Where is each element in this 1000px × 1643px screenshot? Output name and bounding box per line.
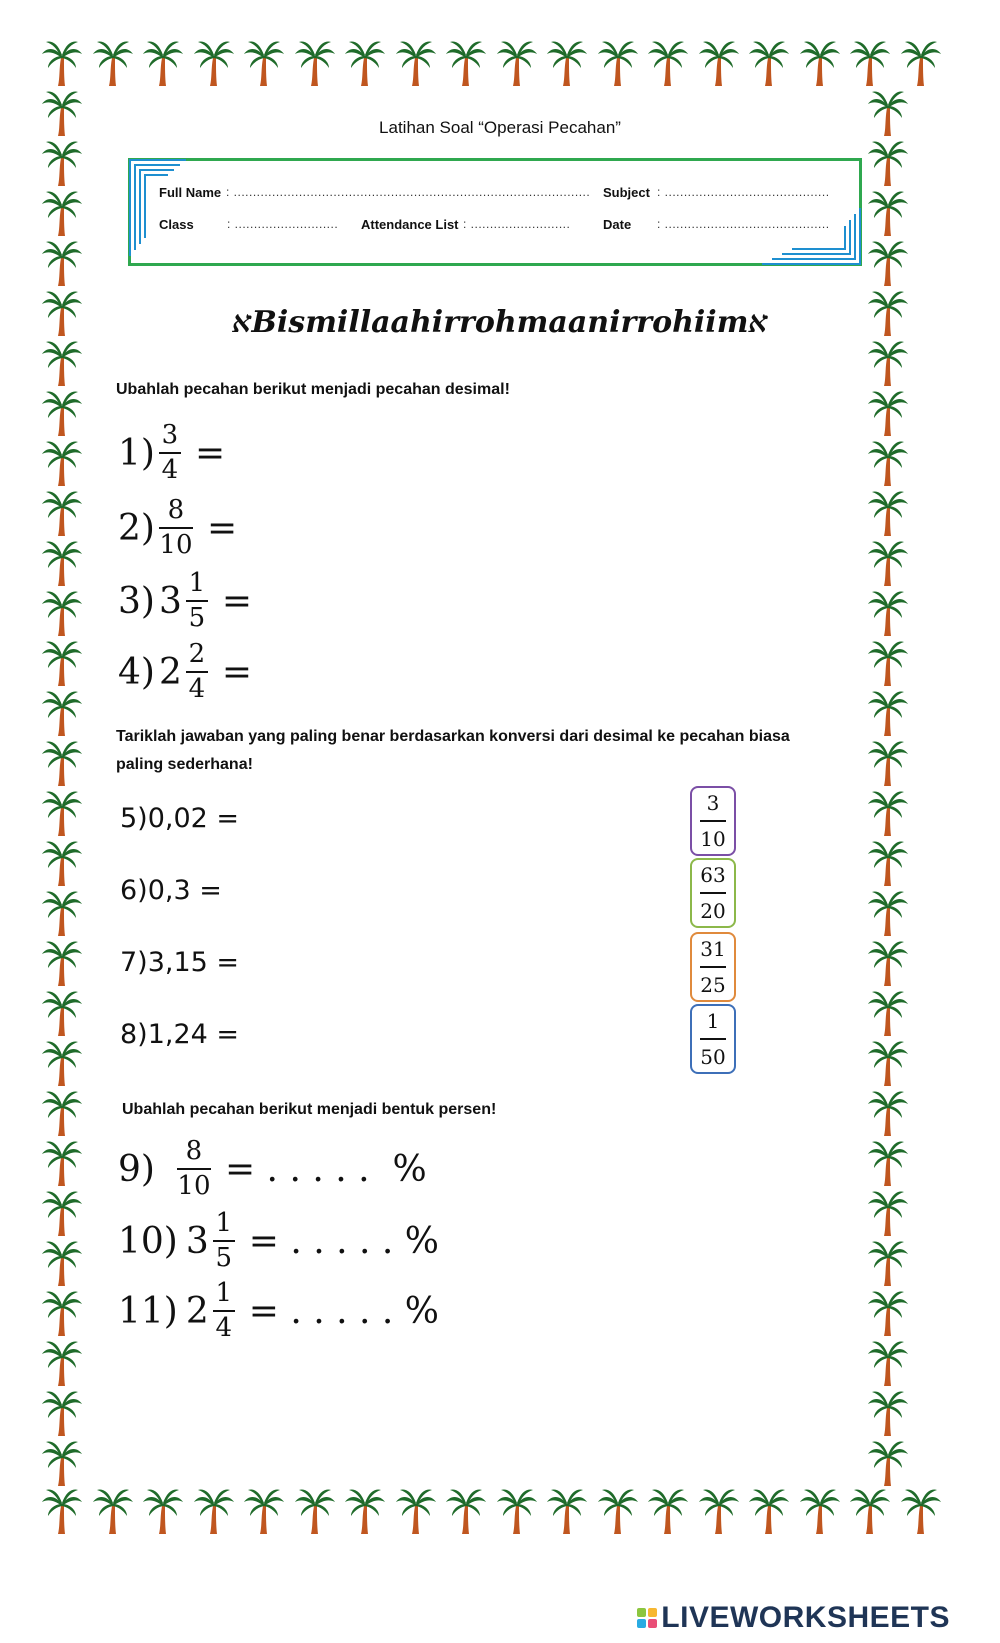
palm-tree-icon	[868, 940, 908, 988]
decimal-question	[118, 641, 442, 704]
question-number: 11)	[118, 1290, 178, 1332]
subject-label: Subject	[603, 185, 650, 200]
palm-tree-icon	[868, 890, 908, 938]
palm-tree-icon	[42, 340, 82, 388]
class-field[interactable]: : ...........................	[227, 217, 339, 231]
answer-input[interactable]	[262, 657, 442, 687]
numerator: 3	[161, 420, 179, 450]
palm-tree-icon	[42, 790, 82, 838]
numerator: 2	[188, 639, 206, 669]
palm-tree-icon	[194, 1488, 234, 1536]
whole-number: 2	[185, 1290, 209, 1332]
decimal-question	[118, 497, 427, 560]
palm-tree-icon	[244, 40, 284, 88]
palm-tree-icon	[42, 240, 82, 288]
answer-input[interactable]	[262, 586, 442, 616]
palm-tree-icon	[42, 540, 82, 588]
worksheet-title: Latihan Soal “Operasi Pecahan”	[379, 118, 621, 137]
palm-tree-icon	[42, 40, 82, 88]
palm-tree-icon	[42, 390, 82, 438]
palm-tree-icon	[598, 1488, 638, 1536]
answer-option-box[interactable]	[690, 932, 736, 1002]
fraction	[213, 1280, 235, 1343]
palm-tree-icon	[42, 1488, 82, 1536]
decimal-question	[118, 422, 415, 485]
palm-tree-icon	[868, 240, 908, 288]
palm-tree-icon	[868, 1440, 908, 1488]
palm-tree-icon	[42, 190, 82, 238]
palm-tree-icon	[93, 40, 133, 88]
palm-tree-icon	[42, 440, 82, 488]
denominator: 10	[177, 1171, 211, 1202]
matching-question[interactable]: 6)0,3 =	[120, 875, 222, 906]
percent-answer-blank[interactable]: = . . . . . %	[248, 1290, 440, 1332]
attendance-label: Attendance List	[361, 217, 459, 232]
palm-tree-icon	[868, 990, 908, 1038]
palm-tree-icon	[345, 40, 385, 88]
palm-tree-icon	[396, 1488, 436, 1536]
question-number: 4)	[118, 651, 155, 693]
answer-option-box[interactable]	[690, 1004, 736, 1074]
palm-tree-icon	[868, 1390, 908, 1438]
corner-decoration-icon	[128, 158, 188, 258]
denominator: 5	[188, 603, 206, 634]
fraction	[159, 497, 193, 560]
corner-decoration-icon	[762, 206, 862, 266]
class-label: Class	[159, 217, 194, 232]
matching-question[interactable]: 7)3,15 =	[120, 947, 240, 978]
palm-tree-icon	[143, 40, 183, 88]
palm-tree-icon	[42, 890, 82, 938]
palm-tree-icon	[868, 440, 908, 488]
answer-input[interactable]	[247, 513, 427, 543]
palm-tree-icon	[345, 1488, 385, 1536]
palm-tree-icon	[42, 1190, 82, 1238]
percent-answer-blank[interactable]: = . . . . . %	[248, 1220, 440, 1262]
palm-tree-icon	[497, 1488, 537, 1536]
palm-tree-icon	[446, 1488, 486, 1536]
palm-tree-icon	[699, 40, 739, 88]
palm-tree-icon	[42, 1240, 82, 1288]
palm-tree-icon	[598, 40, 638, 88]
palm-tree-icon	[868, 540, 908, 588]
palm-tree-icon	[42, 940, 82, 988]
palm-tree-icon	[194, 40, 234, 88]
denominator: 4	[188, 674, 206, 705]
palm-tree-icon	[42, 490, 82, 538]
palm-tree-icon	[295, 1488, 335, 1536]
denominator: 20	[700, 899, 726, 923]
palm-tree-icon	[42, 1040, 82, 1088]
section1-instruction: Ubahlah pecahan berikut menjadi pecahan desimal!	[116, 381, 510, 398]
matching-question[interactable]: 8)1,24 =	[120, 1019, 240, 1050]
palm-tree-icon	[868, 1190, 908, 1238]
palm-tree-icon	[800, 40, 840, 88]
palm-tree-icon	[868, 1290, 908, 1338]
matching-question[interactable]: 5)0,02 =	[120, 803, 240, 834]
palm-tree-icon	[42, 140, 82, 188]
denominator: 25	[700, 973, 726, 997]
numerator: 1	[215, 1208, 233, 1238]
numerator: 1	[706, 1009, 720, 1033]
palm-tree-icon	[295, 40, 335, 88]
denominator: 10	[159, 530, 193, 561]
palm-tree-icon	[699, 1488, 739, 1536]
equals-sign: =	[221, 580, 253, 622]
palm-tree-icon	[42, 840, 82, 888]
liveworksheets-logo[interactable]	[637, 1601, 950, 1635]
numerator: 8	[167, 495, 185, 525]
denominator: 4	[161, 455, 179, 486]
question-number: 1)	[118, 432, 155, 474]
question-number: 2)	[118, 507, 155, 549]
question-number: 10)	[118, 1220, 178, 1262]
percent-question	[118, 1280, 439, 1343]
denominator: 10	[700, 827, 726, 851]
palm-tree-icon	[868, 1140, 908, 1188]
bismillah-heading: ﬡBismillaahirrohmaanirrohiimﬡ	[232, 305, 768, 340]
palm-tree-icon	[648, 1488, 688, 1536]
section2-instruction	[116, 723, 836, 779]
denominator: 4	[215, 1313, 233, 1344]
palm-tree-icon	[868, 190, 908, 238]
fraction	[213, 1210, 235, 1273]
palm-tree-icon	[42, 640, 82, 688]
palm-tree-icon	[547, 40, 587, 88]
palm-tree-icon	[42, 1090, 82, 1138]
palm-tree-icon	[42, 690, 82, 738]
fraction	[186, 570, 208, 633]
palm-tree-icon	[93, 1488, 133, 1536]
answer-option-box[interactable]	[690, 786, 736, 856]
fraction	[159, 422, 181, 485]
fraction	[186, 641, 208, 704]
palm-tree-icon	[901, 40, 941, 88]
subject-field[interactable]: : ...........................................	[657, 185, 830, 199]
date-label: Date	[603, 217, 632, 232]
question-number: 3)	[118, 580, 155, 622]
palm-tree-icon	[868, 640, 908, 688]
palm-tree-icon	[143, 1488, 183, 1536]
percent-question	[118, 1210, 439, 1273]
numerator: 3	[706, 791, 720, 815]
palm-tree-icon	[868, 140, 908, 188]
palm-tree-icon	[868, 1040, 908, 1088]
palm-tree-icon	[446, 40, 486, 88]
numerator: 31	[700, 937, 726, 961]
palm-tree-icon	[42, 1340, 82, 1388]
palm-tree-icon	[547, 1488, 587, 1536]
whole-number: 3	[158, 580, 182, 622]
fraction	[177, 1138, 211, 1201]
equals-sign: =	[206, 507, 238, 549]
palm-tree-icon	[868, 1240, 908, 1288]
palm-tree-icon	[396, 40, 436, 88]
palm-tree-icon	[850, 40, 890, 88]
section3-instruction: Ubahlah pecahan berikut menjadi bentuk persen!	[122, 1101, 497, 1118]
denominator: 50	[700, 1045, 726, 1069]
liveworksheets-logo-icon	[637, 1608, 657, 1628]
numerator: 1	[188, 568, 206, 598]
palm-tree-icon	[868, 690, 908, 738]
decimal-question	[118, 570, 442, 633]
attendance-field[interactable]: : ..........................	[463, 217, 571, 231]
palm-tree-icon	[868, 790, 908, 838]
palm-tree-icon	[868, 340, 908, 388]
palm-tree-icon	[244, 1488, 284, 1536]
equals-sign: =	[194, 432, 226, 474]
palm-tree-icon	[868, 590, 908, 638]
full-name-field[interactable]: : .............................................................................................	[226, 185, 591, 199]
palm-tree-icon	[868, 840, 908, 888]
palm-tree-icon	[868, 1340, 908, 1388]
numerator: 1	[215, 1278, 233, 1308]
full-name-label: Full Name	[159, 185, 222, 200]
numerator: 63	[700, 863, 726, 887]
palm-tree-icon	[868, 390, 908, 438]
palm-tree-icon	[42, 1390, 82, 1438]
palm-tree-icon	[868, 490, 908, 538]
logo-text: LIVEWORKSHEETS	[661, 1601, 950, 1634]
whole-number: 3	[185, 1220, 209, 1262]
palm-tree-icon	[42, 1440, 82, 1488]
section2-instruction-line2: paling sederhana!	[116, 756, 253, 773]
section2-instruction-line1: Tariklah jawaban yang paling benar berdasarkan konversi dari desimal ke pecahan biasa	[116, 728, 790, 745]
answer-input[interactable]	[235, 438, 415, 468]
answer-option-box[interactable]	[690, 858, 736, 928]
palm-tree-icon	[749, 40, 789, 88]
palm-tree-icon	[749, 1488, 789, 1536]
palm-tree-icon	[850, 1488, 890, 1536]
palm-tree-icon	[868, 1090, 908, 1138]
equals-sign: =	[221, 651, 253, 693]
student-info-box	[128, 158, 862, 266]
palm-tree-icon	[42, 990, 82, 1038]
palm-tree-icon	[868, 740, 908, 788]
palm-tree-icon	[497, 40, 537, 88]
denominator: 5	[215, 1243, 233, 1274]
percent-answer-blank[interactable]: = . . . . . %	[224, 1148, 427, 1190]
palm-tree-icon	[42, 590, 82, 638]
palm-tree-icon	[648, 40, 688, 88]
whole-number: 2	[158, 651, 182, 693]
palm-tree-icon	[901, 1488, 941, 1536]
palm-tree-icon	[800, 1488, 840, 1536]
palm-tree-icon	[42, 740, 82, 788]
palm-tree-icon	[42, 1140, 82, 1188]
date-field[interactable]: : ...........................................	[657, 217, 830, 231]
percent-question	[118, 1138, 427, 1201]
numerator: 8	[185, 1136, 203, 1166]
palm-tree-icon	[42, 1290, 82, 1338]
question-number: 9)	[118, 1148, 155, 1190]
